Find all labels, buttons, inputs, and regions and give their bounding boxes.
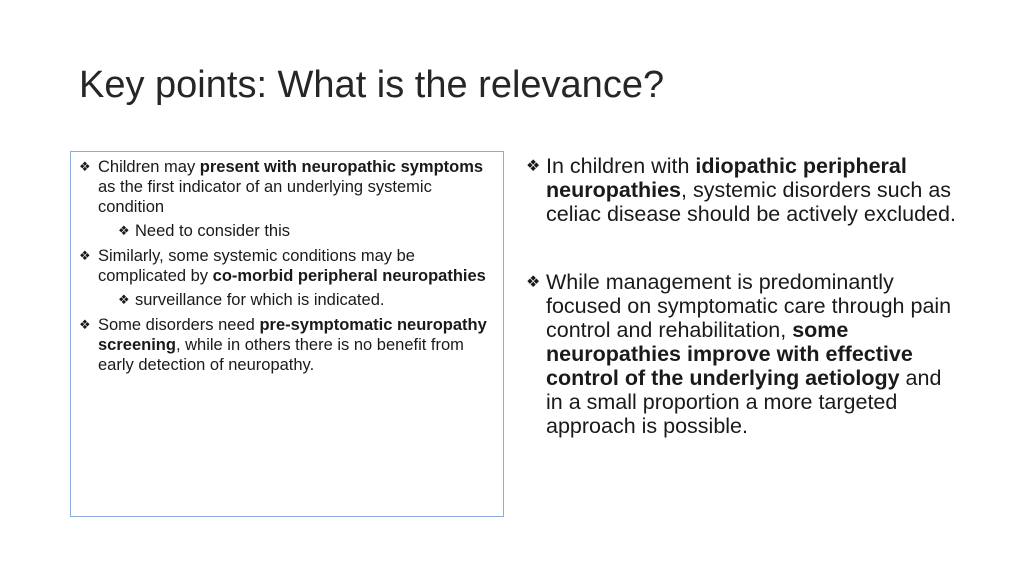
diamond-bullet-icon: ❖ <box>118 292 130 307</box>
slide-title: Key points: What is the relevance? <box>79 64 665 106</box>
left-sub-bullet-2 <box>118 290 497 310</box>
left-sub-bullet-1-text: Need to consider this <box>135 222 291 240</box>
left-bullet-2-bold: co-morbid peripheral neuropathies <box>212 267 486 285</box>
diamond-bullet-icon: ❖ <box>526 158 541 175</box>
left-sub-bullet-1 <box>118 221 497 241</box>
left-bullet-1-text-b: as the first indicator of an underlying systemic condition <box>98 178 432 216</box>
diamond-bullet-icon: ❖ <box>118 223 130 238</box>
right-bullet-2 <box>526 270 956 438</box>
left-sub-bullet-2-text: surveillance for which is indicated. <box>135 291 385 309</box>
right-bullet-1-text-a: In children with <box>546 154 696 178</box>
right-text-column <box>526 154 956 482</box>
right-bullet-2-text-b: and in a small proportion a more targeted approach is possible. <box>546 366 942 438</box>
left-bullet-2-text-a: Similarly, some systemic conditions may be complicated by <box>98 247 415 285</box>
diamond-bullet-icon: ❖ <box>526 274 541 291</box>
diamond-bullet-icon: ❖ <box>79 248 91 263</box>
left-bullet-3-text-b: , while in others there is no benefit from early detection of neuropathy. <box>98 336 464 374</box>
left-bullet-3-text-a: Some disorders need <box>98 316 260 334</box>
left-bullet-1-text-a: Children may <box>98 158 200 176</box>
left-bullet-3-bold: pre-symptomatic neuropathy screening <box>98 316 487 354</box>
right-bullet-1-text-b: , systemic disorders such as celiac disease should be actively excluded. <box>546 178 956 226</box>
diamond-bullet-icon: ❖ <box>79 159 91 174</box>
left-bullet-1-bold: present with neuropathic symptoms <box>199 158 484 176</box>
left-text-box <box>70 151 504 517</box>
diamond-bullet-icon: ❖ <box>79 317 91 332</box>
right-bullet-2-text-a: While management is predominantly focused on symptomatic care through pain control and rehabilitation, <box>546 270 952 342</box>
right-bullet-2-bold: some neuropathies improve with effective control of the underlying aetiology <box>546 318 913 390</box>
right-bullet-1 <box>526 154 956 226</box>
left-bullet-2 <box>79 246 497 286</box>
left-bullet-3 <box>79 315 497 375</box>
right-bullet-1-bold: idiopathic peripheral neuropathies <box>546 154 907 202</box>
left-bullet-1 <box>79 157 497 217</box>
